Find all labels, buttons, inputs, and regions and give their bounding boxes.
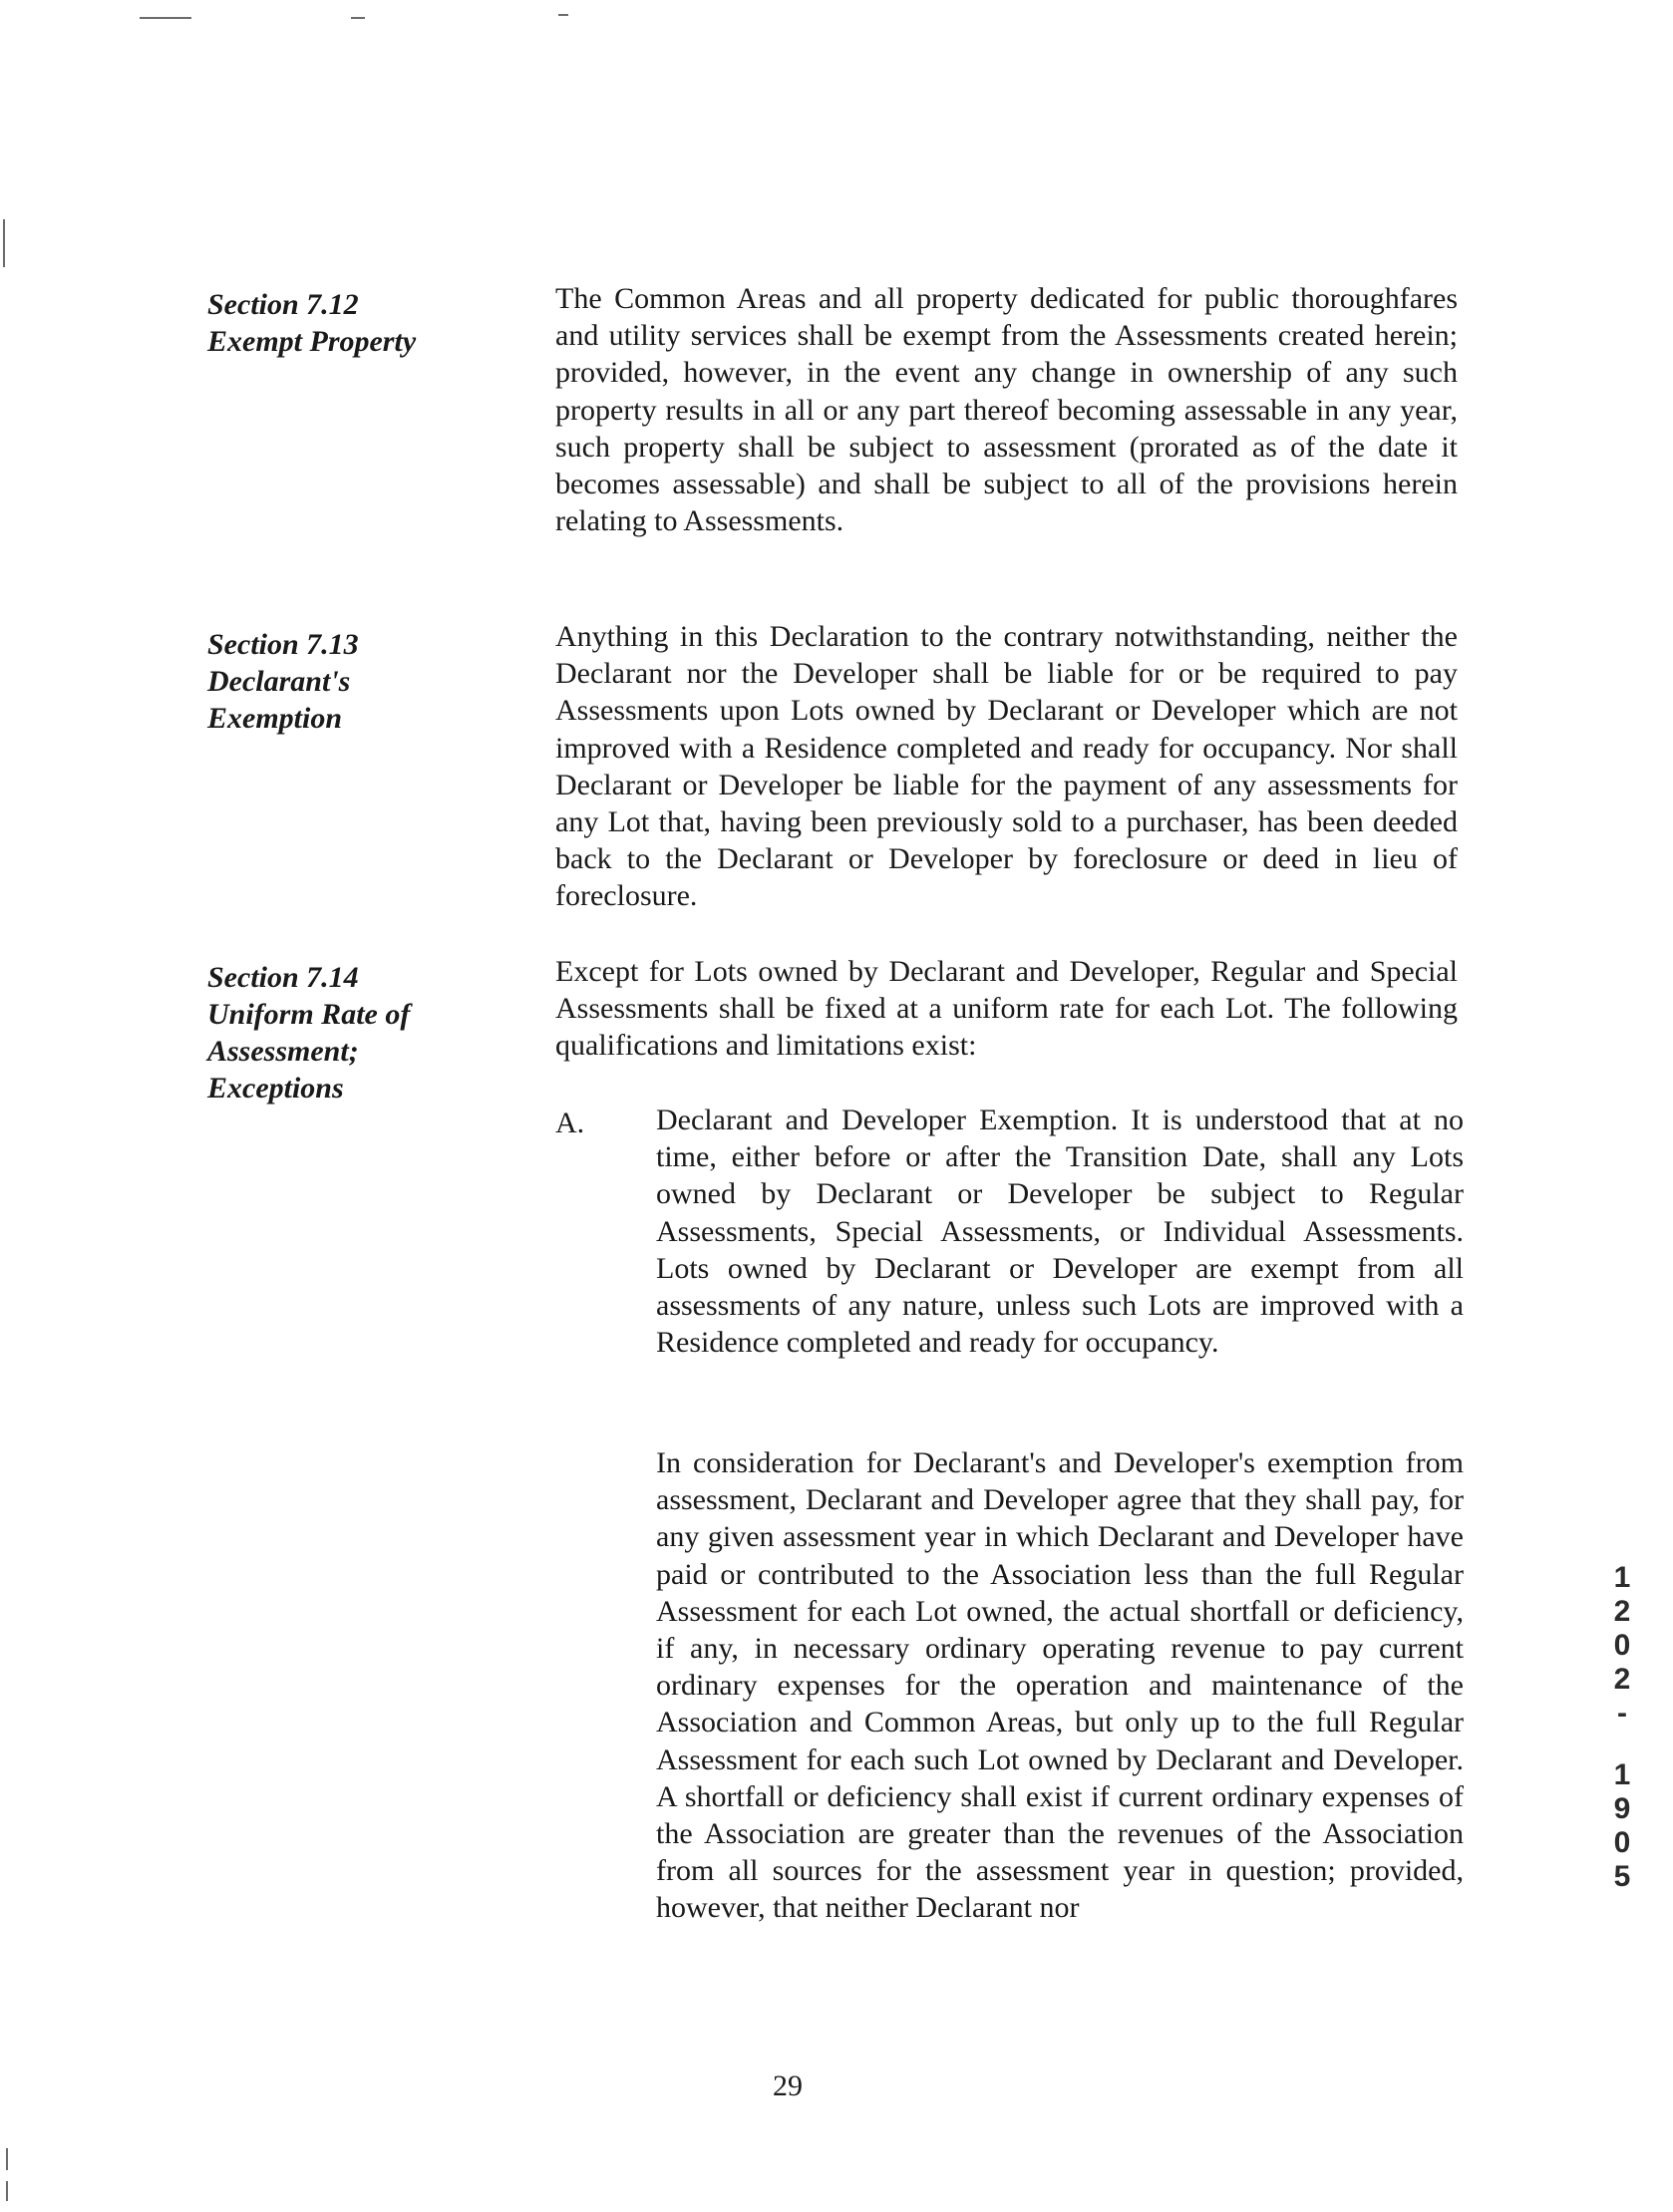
item-a-paragraph-1: Declarant and Developer Exemption. It is understood that at no time, either before or after the Transition Date, shall any Lots owned by Declarant or Developer be subject to Regular Assessments, Special Assessments, or Individual Assessments. Lots owned by Declarant or Developer are exempt from all assessments of any nature, unless such Lots are improved with a Residence completed and ready for occupancy. <box>656 1104 1464 1360</box>
scan-mark-bottom-2 <box>6 2181 8 2201</box>
scan-mark-bottom-1 <box>6 2148 8 2170</box>
section-7-12-heading: Section 7.12 Exempt Property <box>207 288 417 358</box>
section-7-13-body: Anything in this Declaration to the contrary notwithstanding, neither the Declarant nor the Developer shall be liable for or be required to pay Assessments upon Lots owned by Declarant or Developer which are not improved with a Residence completed and ready for occupancy. Nor shall Declarant or Developer be liable for the payment of any assessments for any Lot that, having been previously sold to a purchaser, has been deeded back to the Declarant or Developer by foreclosure or deed in lieu of foreclosure. <box>555 620 1458 913</box>
section-7-14-intro: Except for Lots owned by Declarant and Developer, Regular and Special Assessments shall be fixed at a uniform rate for each Lot. The following qualifications and limitations exist: <box>555 955 1458 1063</box>
scan-mark-left-edge <box>3 219 5 267</box>
section-7-13-heading: Section 7.13 Declarant's Exemption <box>207 628 359 735</box>
scan-mark-top-3 <box>558 14 568 16</box>
recording-stamp-lower: 1 9 0 5 <box>1613 1758 1631 1893</box>
recording-stamp-upper: 1 2 0 2 - <box>1613 1561 1631 1730</box>
section-7-14-heading: Section 7.14 Uniform Rate of Assessment; Exceptions <box>207 961 411 1105</box>
item-a-label: A. <box>555 1106 585 1139</box>
item-a-paragraph-2: In consideration for Declarant's and Developer's exemption from assessment, Declarant and Developer agree that they shall pay, for any given assessment year in which Declarant and Developer have paid or contributed to the Association less than the full Regular Assessment for each Lot owned, the actual shortfall or deficiency, if any, in necessary ordinary operating revenue to pay current ordinary expenses for the operation and maintenance of the Association and Common Areas, but only up to the full Regular Assessment for each such Lot owned by Declarant and Developer. A shortfall or deficiency shall exist if current ordinary expenses of the Association are greater than the revenues of the Association from all sources for the assessment year in question; provided, however, that neither Declarant nor <box>656 1446 1464 1925</box>
section-7-12-body: The Common Areas and all property dedicated for public thoroughfares and utility services shall be exempt from the Assessments created herein; provided, however, in the event any change in ownership of any such property results in all or any part thereof becoming assessable in any year, such property shall be subject to assessment (prorated as of the date it becomes assessable) and shall be subject to all of the provisions herein relating to Assessments. <box>555 282 1458 538</box>
scan-mark-top-1 <box>140 17 191 19</box>
scan-mark-top-2 <box>351 17 365 19</box>
page-number: 29 <box>773 2069 803 2102</box>
